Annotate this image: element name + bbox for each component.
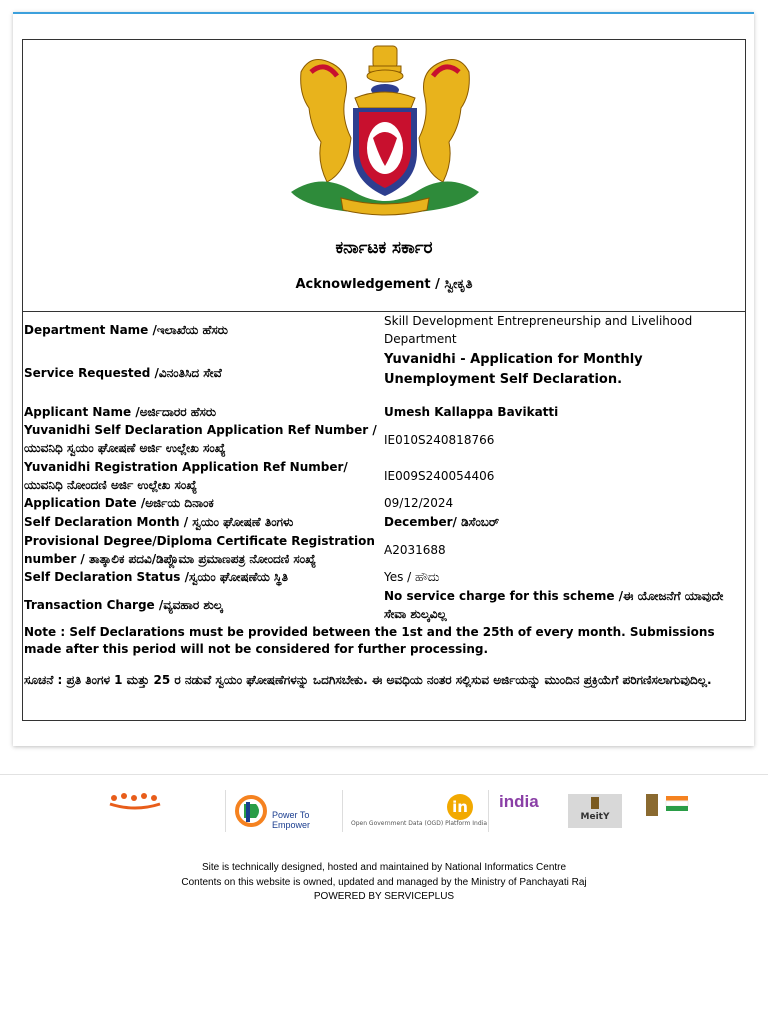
india-wordmark: india [499,792,539,811]
field-label: Self Declaration Status /ಸ್ವಯಂ ಘೋಷಣೆಯ ಸ್ಥಿತಿ [24,570,288,584]
field-label: Transaction Charge /ವ್ಯವಹಾರ ಶುಲ್ಕ [24,598,223,612]
field-value: Umesh Kallappa Bavikatti [384,405,559,419]
nic-dots-icon [80,790,210,832]
field-row-registration-ref [23,458,745,494]
footer-divider [0,774,768,775]
field-label: Self Declaration Month / ಸ್ವಯಂ ಘೋಷಣೆ ತಿಂಗಳು [24,515,294,529]
field-row-certificate-number [23,532,745,568]
note-english: Note : Self Declarations must be provided between the 1st and the 25th of every month. Submissions made after this period will not be considered for further processing. [24,625,715,656]
field-value: IE009S240054406 [384,469,495,483]
field-row-declaration-month [23,513,745,531]
field-value: A2031688 [384,543,446,557]
footer-logo-strip [80,790,730,832]
acknowledgement-card [13,12,754,746]
meity-label: MeitY [580,812,610,822]
field-row-department [23,312,745,348]
field-row-transaction-charge [23,587,745,623]
footer-powered-by: POWERED BY SERVICEPLUS [313,891,455,902]
field-value: Yuvanidhi - Application for Monthly Unemployment Self Declaration. [384,352,643,387]
india-emblem-flag-logo [640,790,700,832]
digital-india-logo [225,790,336,832]
field-label: Yuvanidhi Registration Application Ref Number/ ಯುವನಿಧಿ ನೋಂದಣಿ ಅರ್ಜಿ ಉಲ್ಲೇಖ ಸಂಖ್ಯೆ [24,460,348,492]
nic-logo [80,790,210,832]
digital-india-icon [234,794,268,828]
field-value: December/ ಡಿಸೆಂಬರ್ [384,515,500,529]
field-label: Department Name /ಇಲಾಖೆಯ ಹೆಸರು [24,323,228,337]
field-label: Provisional Degree/Diploma Certificate Registration number / ತಾತ್ಕಾಲಿಕ ಪದವಿ/ಡಿಪ್ಲೊಮಾ ಪ್ರಮಾಣಪತ್ರ ನೋಂದಣಿ ಸಂಖ್ಯೆ [24,534,375,566]
karnataka-emblem-icon [281,42,489,222]
field-label: Service Requested /ವಿನಂತಿಸಿದ ಸೇವೆ [24,366,222,380]
field-label: Yuvanidhi Self Declaration Application Ref Number / ಯುವನಿಧಿ ಸ್ವಯಂ ಘೋಷಣೆ ಅರ್ಜಿ ಉಲ್ಲೇಖ ಸಂಖ್ಯೆ [24,423,377,455]
field-value: 09/12/2024 [384,496,454,510]
field-row-applicant [23,403,745,421]
meity-emblem-icon [588,796,602,810]
field-row-application-date [23,494,745,512]
acknowledgement-title: Acknowledgement / ಸ್ವೀಕೃತಿ [295,277,473,292]
acknowledgement-box [22,39,746,721]
field-value: IE010S240818766 [384,433,495,447]
india-gov-logo [488,790,559,832]
field-row-declaration-status [23,568,745,586]
field-value: No service charge for this scheme /ಈ ಯೋಜನೆಗೆ ಯಾವುದೇ ಸೇವಾ ಶುಲ್ಕವಿಲ್ಲ [384,589,724,621]
footer-line-ministry: Contents on this website is owned, updated and managed by the Ministry of Panchayati Raj [181,877,587,888]
ogd-logo [342,790,488,832]
field-value: Skill Development Entrepreneurship and Livelihood Department [384,314,693,346]
meity-logo [568,794,622,828]
footer-line-nic: Site is technically designed, hosted and maintained by National Informatics Centre [201,862,567,873]
field-label: Applicant Name /ಅರ್ಜಿದಾರರ ಹೆಸರು [24,405,217,419]
field-row-self-declaration-ref [23,421,745,457]
field-row-service [23,350,745,394]
ogd-in-icon: in [447,794,473,820]
note-kannada: ಸೂಚನೆ : ಪ್ರತಿ ತಿಂಗಳ 1 ಮತ್ತು 25 ರ ನಡುವೆ ಸ್ವಯಂ ಘೋಷಣೆಗಳನ್ನು ಒದಗಿಸಬೇಕು. ಈ ಅವಧಿಯ ನಂತರ ಸಲ್ಲಿಸುವ ಅರ್ಜಿಯನ್ನು ಮುಂದಿನ ಪ್ರಕ್ರಿಯೆಗೆ ಪರಿಗಣಿಸಲಾಗುವುದಿಲ್ಲ. [24,673,712,687]
ogd-tagline: Open Government Data (OGD) Platform India [351,820,488,827]
state-name-heading: ಕರ್ನಾಟಕ ಸರ್ಕಾರ [335,238,433,258]
field-value: Yes / ಹೌದು [384,570,440,584]
digital-india-tagline: Power To Empower [272,810,311,830]
national-emblem-flag-icon [640,790,700,824]
field-label: Application Date /ಅರ್ಜಿಯ ದಿನಾಂಕ [24,496,214,510]
